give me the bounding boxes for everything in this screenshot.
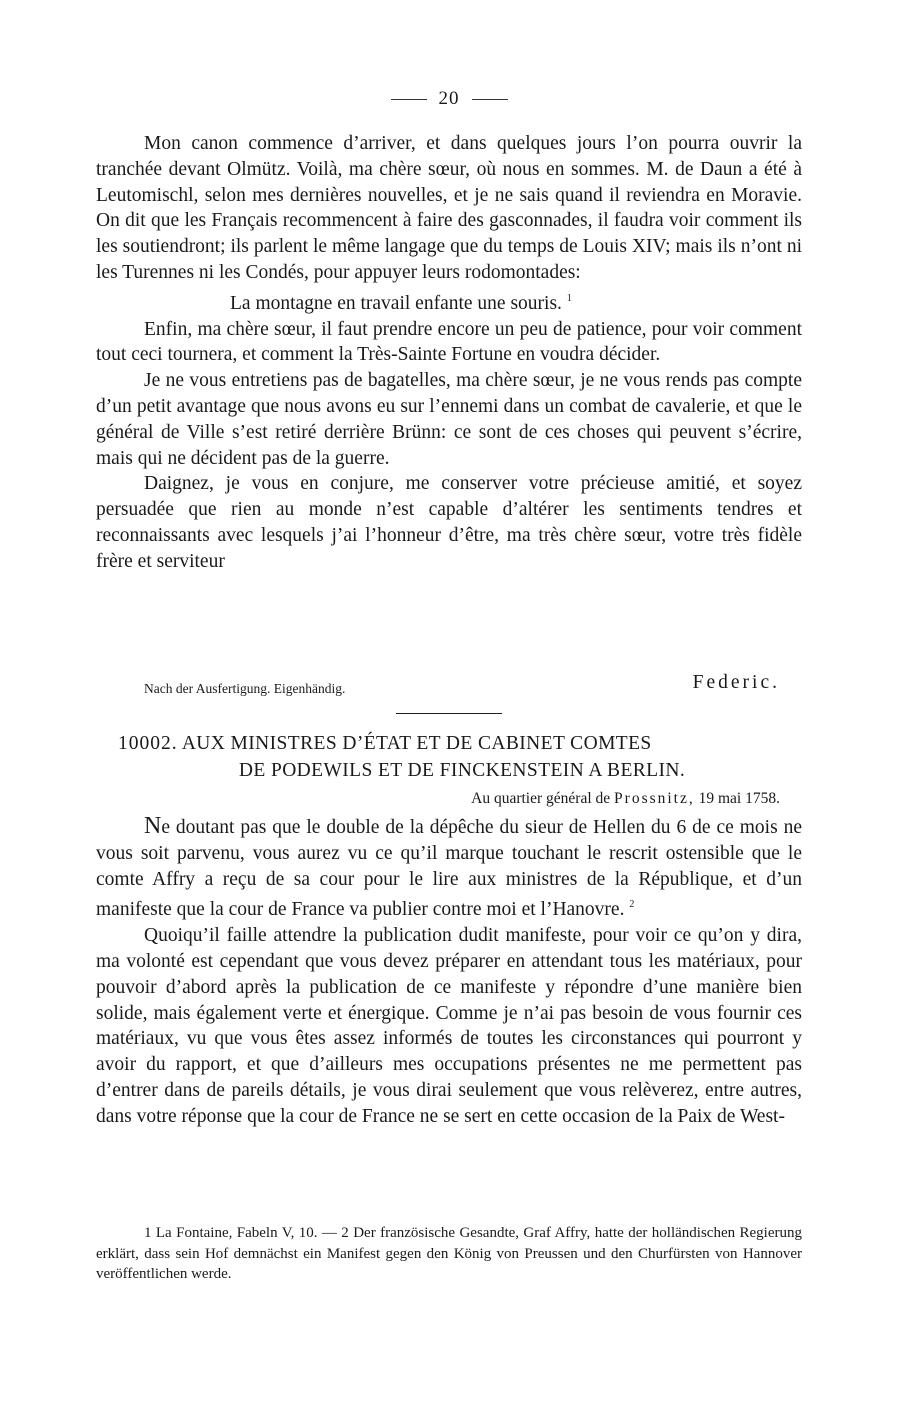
footnote-text: 1 La Fontaine, Fabeln V, 10. — 2 Der französische Gesandte, Graf Affry, hatte der holländischen Regierung erklärt, dass sein Hof demnächst ein Manifest gegen den König von Preussen und den Churfürsten von Hannover veröffentlichen werde. [96,1225,802,1282]
heading-line-1 [96,730,802,757]
letter-paragraph: Mon canon commence d’arriver, et dans quelques jours l’on pourra ouvrir la tranchée devant Olmütz. Voilà, ma chère sœur, où nous en sommes. M. de Daun a été à Leutomischl, selon mes dernières nouvelles, et je ne sais quand il reviendra en Moravie. On dit que les Français recommencent à faire des gasconnades, il faudra voir comment ils les soutiendront; ils parlent le même langage que du temps de Louis XIV; mais ils n’ont ni les Turennes ni les Condés, pour appuyer leurs rodomontades: [96,133,802,283]
header-dash-right [472,99,508,100]
footnote-ref: 1 [566,292,572,304]
heading-title-2: DE PODEWILS ET DE FINCKENSTEIN A BERLIN. [238,760,686,781]
signature: Federic. [692,672,780,693]
place-date-line [471,790,780,808]
document-number: 10002. [118,733,178,754]
initial-letter: N [144,813,162,839]
document-date: 19 mai 1758. [698,790,780,807]
letter-paragraph: Daignez, je vous en conjure, me conserver votre précieuse amitié, et soyez persuadée que rien au monde n’est capable d’altérer les sentiments tendres et reconnaissants avec lesquels j’ai l’honneur d’être, ma très chère sœur, votre très fidèle frère et serviteur [96,473,802,572]
letter-paragraph: Enfin, ma chère sœur, il faut prendre encore un peu de patience, pour voir comment tout ceci tournera, et comment la Très-Sainte Fortune en voudra décider. [96,318,802,366]
header-dash-left [391,99,427,100]
source-note: Nach der Ausfertigung. Eigenhändig. [144,681,346,696]
closing-row [96,672,802,702]
footnote-ref: 2 [629,899,635,911]
document-paragraph [96,814,802,923]
paragraph-text: e doutant pas que le double de la dépêche du sieur de Hellen du 6 de ce mois ne vous soit parvenu, vous aurez vu ce qu’il marque touchant le rescrit ostensible que le comte Affry a reçu de sa cour pour le lire aux ministres de la République, et d’un manifeste que la cour de France va publier contre moi et l’Hanovre. [96,817,802,921]
page-number: 20 [438,88,460,109]
section-divider [396,713,502,714]
document-paragraph: Quoiqu’il faille attendre la publication dudit manifeste, pour voir ce qu’on y dira, ma volonté est cependant que vous devez préparer en attendant tous les matériaux, pour pouvoir d’abord après la publication de ce manifeste y répondre d’une manière bien solide, mais également verte et énergique. Comme je n’ai pas besoin de vous fournir ces matériaux, vu que vous êtes assez informés de toutes les circonstances qui pourront y avoir du rapport, et que d’ailleurs mes occupations présentes ne me permettent pas d’entrer dans de pareils détails, je vous dirai seulement que vous relèverez, entre autres, dans votre réponse que la cour de France ne se sert en cette occasion de la Paix de West- [96,925,802,1127]
letter-body [96,131,802,575]
verse-quotation [96,286,802,317]
place-name: Prossnitz, [614,790,695,807]
verse-text: La montagne en travail enfante une souris. [230,292,562,314]
footnotes [96,1223,802,1285]
place-prefix: Au quartier général de [471,790,611,807]
heading-title-1: AUX MINISTRES D’ÉTAT ET DE CABINET COMTES [181,733,652,754]
document-body [96,814,802,1130]
page-number-header [96,88,802,110]
letter-paragraph: Je ne vous entretiens pas de bagatelles, ma chère sœur, je ne vous rends pas compte d’un petit avantage que nous avons eu sur l’ennemi dans un combat de cavalerie, et que le général de Ville s’est retiré derrière Brünn: ce sont de ces choses qui peuvent s’écrire, mais qui ne décident pas de la guerre. [96,370,802,469]
document-heading [96,730,802,784]
